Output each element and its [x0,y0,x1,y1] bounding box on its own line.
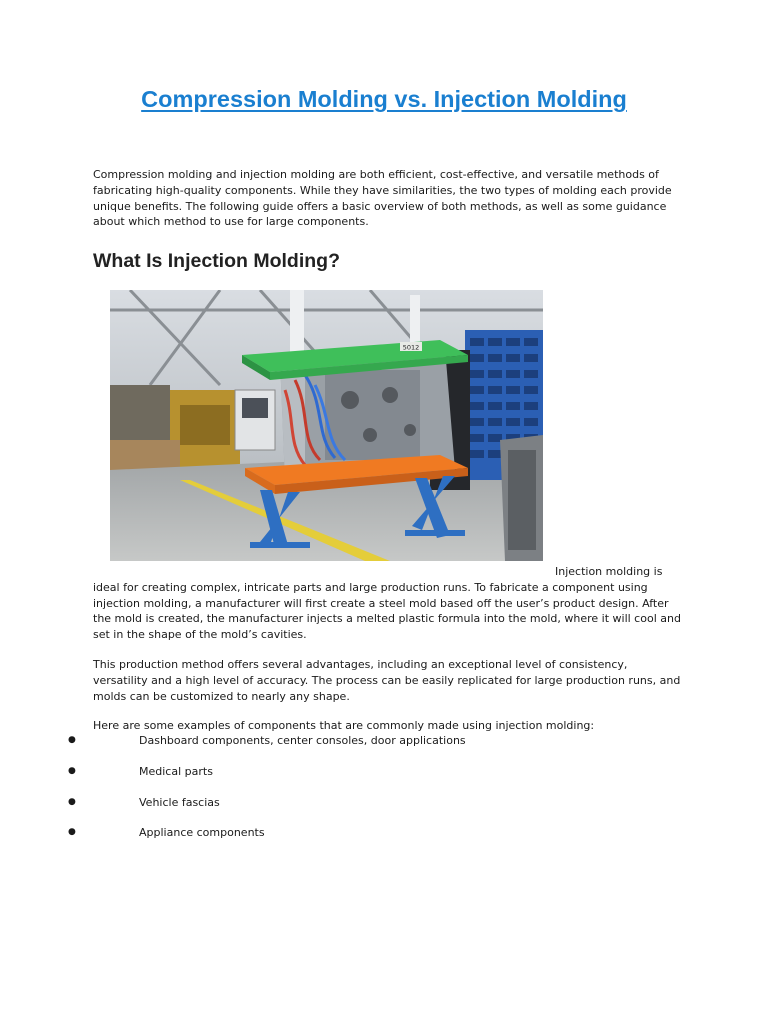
bullet-icon: ● [68,765,76,776]
description-text: Injection molding is ideal for creating complex, intricate parts and large production runs. To fabricate a component using injection molding, a manufacturer will first create a steel mold based off the user’s product design. After the mold is created, the manufacturer injects a melted plastic formula into the mold, where it will cool and set in the shape of the mold’s cavities. [93,565,681,642]
list-item [0,764,768,795]
document-title[interactable]: Compression Molding vs. Injection Molding [141,86,627,112]
list-item [0,795,768,826]
injection-molding-machine-photo [110,290,543,561]
bullet-icon: ● [68,735,76,745]
advantages-paragraph: This production method offers several advantages, including an exceptional level of consistency, versatility and a high level of accuracy. The process can be easily replicated for large production runs, and molds can be customized to nearly any shape. [93,658,681,703]
list-item-text: Vehicle fascias [139,795,220,809]
examples-intro: Here are some examples of components that are commonly made using injection molding: [93,719,595,732]
list-item [0,825,768,856]
bullet-icon: ● [68,827,76,838]
bullet-icon: ● [68,796,76,807]
list-item-text: Medical parts [139,764,213,778]
examples-list [0,733,768,856]
mold-plate-label: 5012 [402,343,420,352]
injection-molding-description [93,564,683,643]
section-heading: What Is Injection Molding? [93,250,340,272]
intro-paragraph: Compression molding and injection molding are both efficient, cost-effective, and versatile methods of fabricating high-quality components. While they have similarities, the two types of molding each provide unique benefits. The following guide offers a basic overview of both methods, as well as some guidance about which method to use for large components. [93,168,672,229]
list-item-text: Appliance components [139,826,265,840]
list-item-text: Dashboard components, center consoles, door applications [139,734,466,747]
list-item [0,733,768,764]
